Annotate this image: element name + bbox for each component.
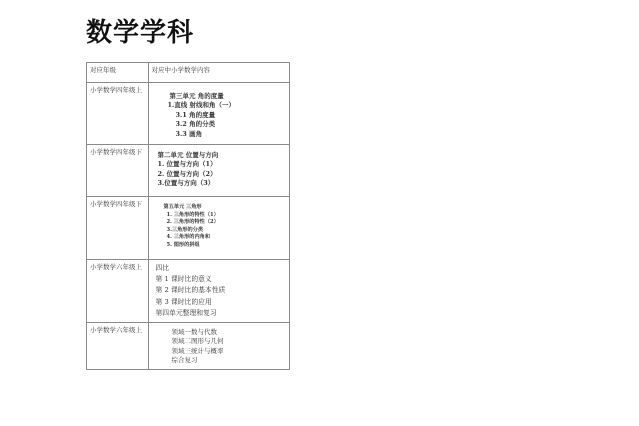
content-line: 3.1 角的度量	[175, 110, 216, 119]
grade-cell: 小学数学六年级上	[87, 323, 149, 370]
content-line: 3.3 画角	[175, 129, 203, 138]
grade-cell: 小学数学四年级下	[87, 145, 149, 197]
content-line: 2. 三角形的特性（2）	[166, 219, 219, 226]
content-line: 4. 三角形的内角和	[166, 234, 211, 241]
content-line: 第 2 课时比的基本性质	[155, 286, 226, 295]
table-row	[87, 260, 290, 323]
curriculum-table	[86, 62, 290, 370]
content-line: 综合复习	[171, 356, 198, 365]
content-line: 5. 图形的拼组	[166, 241, 200, 248]
column-header-content: 对应中小学数学内容	[148, 63, 290, 83]
content-line: 1.直线 射线和角（一）	[167, 101, 236, 110]
content-cell	[148, 83, 290, 145]
content-line: 第五单元 三角形	[163, 204, 202, 210]
column-header-grade: 对应年级	[87, 63, 149, 83]
table-row	[87, 83, 290, 145]
content-line: 第 1 课时比的意义	[155, 275, 212, 284]
content-line: 领域三统计与概率	[171, 346, 224, 355]
content-line: 第四单元整理和复习	[155, 308, 217, 317]
content-line: 1. 三角形的特性（1）	[166, 211, 219, 218]
content-cell	[148, 323, 290, 370]
content-cell	[148, 197, 290, 260]
content-line: 3.三角形的分类	[166, 226, 204, 233]
content-line: 第三单元 角的度量	[169, 92, 224, 100]
grade-cell: 小学数学四年级上	[87, 83, 149, 145]
content-line: 第 3 课时比的应用	[155, 297, 212, 306]
content-cell	[148, 145, 290, 197]
content-line: 3.2 角的分类	[175, 120, 216, 129]
grade-cell: 小学数学四年级下	[87, 197, 149, 260]
grade-cell: 小学数学六年级上	[87, 260, 149, 323]
content-line: 领域一数与代数	[171, 328, 217, 337]
content-line: 2. 位置与方向（2）	[157, 169, 217, 178]
table-row	[87, 323, 290, 370]
content-line: 第二单元 位置与方向	[157, 151, 219, 159]
table-header-row	[87, 63, 290, 83]
content-line: 四比	[155, 264, 170, 272]
table-row	[87, 145, 290, 197]
content-line: 1. 位置与方向（1）	[157, 160, 217, 169]
table-row	[87, 197, 290, 260]
content-line: 3.位置与方向（3）	[157, 179, 215, 188]
content-line: 领域二图形与几何	[171, 337, 224, 346]
content-cell	[148, 260, 290, 323]
page-title: 数学学科	[86, 18, 195, 48]
